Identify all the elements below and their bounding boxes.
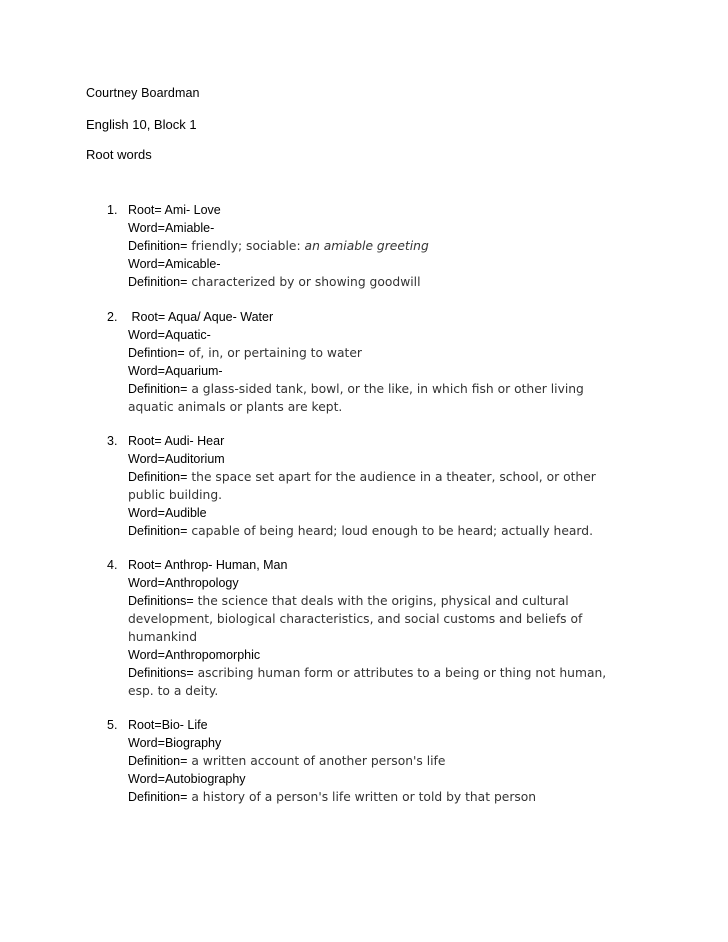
word-text: Word=Audible bbox=[128, 506, 207, 520]
root-line bbox=[128, 716, 208, 734]
definition-label: Definition= bbox=[128, 239, 188, 253]
definition-label: Definition= bbox=[128, 754, 188, 768]
word-text: Word=Auditorium bbox=[128, 452, 225, 466]
definition-line bbox=[128, 344, 362, 362]
root-text: Root=Bio- Life bbox=[128, 718, 208, 732]
word-text: Word=Autobiography bbox=[128, 772, 246, 786]
root-text: Root= Aqua/ Aque- Water bbox=[128, 310, 274, 324]
definition-line bbox=[128, 273, 421, 291]
definition-continuation bbox=[128, 610, 582, 628]
word-line bbox=[128, 255, 221, 273]
root-line bbox=[128, 308, 273, 326]
definition-label: Definitions= bbox=[128, 594, 194, 608]
definition-text: ascribing human form or attributes to a being or thing not human, bbox=[193, 666, 607, 680]
root-text: Root= Audi- Hear bbox=[128, 434, 225, 448]
root-line bbox=[128, 556, 287, 574]
definition-line bbox=[128, 380, 584, 398]
root-text: Root= Anthrop- Human, Man bbox=[128, 558, 288, 572]
word-line bbox=[128, 504, 207, 522]
author-name: Courtney Boardman bbox=[86, 86, 200, 100]
definition-text: a glass-sided tank, bowl, or the like, in which fish or other living bbox=[187, 382, 584, 396]
word-line bbox=[128, 734, 221, 752]
definition-continuation bbox=[128, 682, 218, 700]
class-info: English 10, Block 1 bbox=[86, 117, 197, 132]
definition-label: Definition= bbox=[128, 790, 188, 804]
definition-label: Definition= bbox=[128, 275, 188, 289]
definition-line bbox=[128, 522, 593, 540]
definition-text: esp. to a deity. bbox=[128, 684, 219, 698]
word-text: Word=Aquarium- bbox=[128, 364, 223, 378]
definition-line bbox=[128, 468, 596, 486]
definition-continuation bbox=[128, 628, 197, 646]
word-text: Word=Anthropomorphic bbox=[128, 648, 261, 662]
word-line bbox=[128, 450, 225, 468]
definition-label: Definition= bbox=[128, 382, 188, 396]
definition-example: an amiable greeting bbox=[304, 239, 429, 253]
list-number: 3. bbox=[107, 434, 118, 448]
list-number: 1. bbox=[107, 203, 118, 217]
definition-line bbox=[128, 788, 536, 806]
word-line bbox=[128, 574, 239, 592]
definition-text: characterized by or showing goodwill bbox=[187, 275, 421, 289]
definition-text: of, in, or pertaining to water bbox=[184, 346, 362, 360]
word-text: Word=Amicable- bbox=[128, 257, 221, 271]
definition-text: a written account of another person's life bbox=[187, 754, 446, 768]
root-text: Root= Ami- Love bbox=[128, 203, 221, 217]
definition-continuation bbox=[128, 486, 222, 504]
word-text: Word=Biography bbox=[128, 736, 222, 750]
definition-line bbox=[128, 237, 429, 255]
definition-text: capable of being heard; loud enough to be heard; actually heard. bbox=[187, 524, 593, 538]
definition-text: a history of a person's life written or told by that person bbox=[187, 790, 537, 804]
word-line bbox=[128, 326, 211, 344]
definition-text: friendly; sociable: bbox=[187, 239, 305, 253]
list-number: 5. bbox=[107, 718, 118, 732]
word-text: Word=Amiable- bbox=[128, 221, 215, 235]
document-topic: Root words bbox=[86, 147, 152, 162]
definition-text: public building. bbox=[128, 488, 223, 502]
word-line bbox=[128, 770, 246, 788]
definition-line bbox=[128, 664, 606, 682]
root-line bbox=[128, 201, 221, 219]
definition-label: Definition= bbox=[128, 470, 188, 484]
list-number: 4. bbox=[107, 558, 118, 572]
word-text: Word=Anthropology bbox=[128, 576, 239, 590]
definition-label: Defintion= bbox=[128, 346, 185, 360]
word-line bbox=[128, 362, 223, 380]
definition-text: development, biological characteristics, and social customs and beliefs of bbox=[128, 612, 583, 626]
definition-text: the space set apart for the audience in a theater, school, or other bbox=[187, 470, 596, 484]
list-number: 2. bbox=[107, 310, 118, 324]
definition-line bbox=[128, 592, 569, 610]
definition-line bbox=[128, 752, 445, 770]
word-line bbox=[128, 646, 260, 664]
root-line bbox=[128, 432, 224, 450]
definition-text: humankind bbox=[128, 630, 198, 644]
word-text: Word=Aquatic- bbox=[128, 328, 211, 342]
definition-text: aquatic animals or plants are kept. bbox=[128, 400, 343, 414]
definition-continuation bbox=[128, 398, 342, 416]
definition-text: the science that deals with the origins, physical and cultural bbox=[193, 594, 569, 608]
definition-label: Definitions= bbox=[128, 666, 194, 680]
definition-label: Definition= bbox=[128, 524, 188, 538]
word-line bbox=[128, 219, 214, 237]
